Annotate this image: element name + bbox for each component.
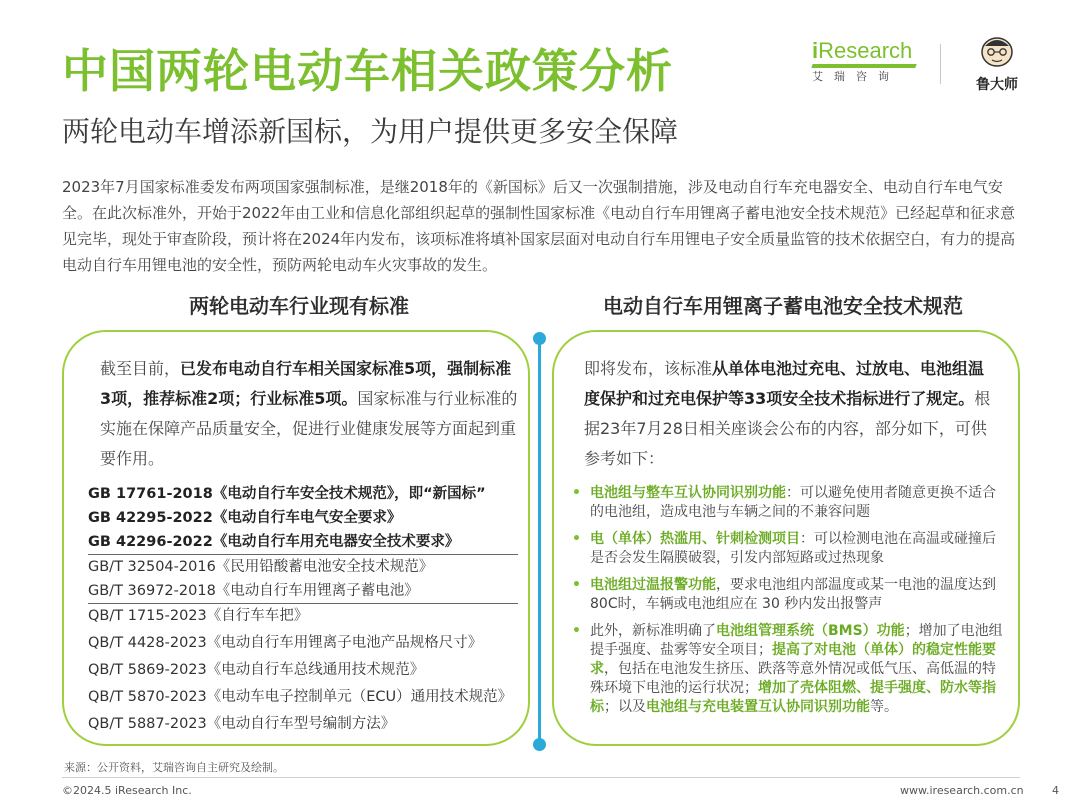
logo-divider [940, 44, 941, 84]
iresearch-logo-i: i [812, 38, 819, 63]
page-subtitle: 两轮电动车增添新国标，为用户提供更多安全保障 [62, 115, 679, 148]
list-item: • 电池组与整车互认协同识别功能：可以避免使用者随意更换不适合的电池组，造成电池与车辆之间的不兼容问题 [572, 485, 996, 520]
timeline-line [538, 340, 541, 744]
right-column-heading: 电动自行车用锂离子蓄电池安全技术规范 [603, 294, 963, 318]
source-note: 来源：公开资料，艾瑞咨询自主研究及绘制。 [64, 761, 284, 774]
list-item: • 电（单体）热滥用、针刺检测项目：可以检测电池在高温或碰撞后是否会发生隔膜破裂，引发内部短路或过热现象 [572, 531, 996, 566]
intro-paragraph: 2023年7月国家标准委发布两项国家强制标准，是继2018年的《新国标》后又一次强制措施，涉及电动自行车充电器安全、电动自行车电气安全。在此次标准外，开始于2022年由工业和信息化部组织起草的强制性国家标准《电动自行车用锂离子蓄电池安全技术规范》已经起草和征求意见完毕，现处于审查阶段，预计将在2024年内发布，该项标准将填补国家层面对电动自行车用锂电子安全质量监管的技术依据空白，有力的提高电动自行车用锂电池的安全性，预防两轮电动车火灾事故的发生。 [62, 178, 1016, 274]
footer-divider [62, 777, 1020, 778]
bullet-icon: • [572, 485, 581, 501]
standard-item: QB/T 5870-2023《电动车电子控制单元（ECU）通用技术规范》 [88, 689, 513, 705]
ludashi-logo-name: 鲁大师 [976, 77, 1018, 93]
page-number: 4 [1052, 784, 1059, 797]
ludashi-mascot-icon [977, 34, 1017, 68]
spec-bullets [566, 484, 1006, 725]
standard-item: GB 42295-2022《电动自行车电气安全要求》 [88, 510, 402, 526]
bullet-icon: • [572, 531, 581, 547]
list-item: • 电池组过温报警功能，要求电池组内部温度或某一电池的温度达到 80C时，车辆或电池组应在 30 秒内发出报警声 [572, 577, 996, 612]
standard-item: GB/T 36972-2018《电动自行车用锂离子蓄电池》 [88, 583, 419, 599]
standard-item: GB/T 32504-2016《民用铅酸蓄电池安全技术规范》 [88, 559, 434, 575]
existing-standards-card [62, 330, 530, 746]
battery-spec-card [552, 330, 1020, 746]
standard-item: GB 42296-2022《电动自行车用充电器安全技术要求》 [88, 534, 460, 550]
standard-item: QB/T 4428-2023《电动自行车用锂离子电池产品规格尺寸》 [88, 635, 483, 651]
timeline-dot-top [533, 332, 546, 345]
standard-item: QB/T 5887-2023《电动自行车型号编制方法》 [88, 716, 396, 732]
iresearch-logo-word: Research [818, 38, 913, 63]
website-link[interactable]: www.iresearch.com.cn [900, 784, 1024, 797]
bullet-icon: • [572, 577, 581, 593]
bullet-icon: • [572, 623, 581, 639]
left-column-heading: 两轮电动车行业现有标准 [189, 294, 409, 318]
standard-item: QB/T 5869-2023《电动自行车总线通用技术规范》 [88, 662, 425, 678]
right-card-paragraph: 即将发布，该标准从单体电池过充电、过放电、电池组温度保护和过充电保护等33项安全技术指标进行了规定。根据23年7月28日相关座谈会公布的内容，部分如下，可供参考如下： [584, 359, 991, 468]
standard-item: GB 17761-2018《电动自行车安全技术规范》，即“新国标” [88, 486, 486, 502]
list-item: • 此外，新标准明确了电池组管理系统（BMS）功能；增加了电池组提手强度、盐雾等安全项目；提高了对电池（单体）的稳定性能要求，包括在电池发生挤压、跌落等意外情况或低气压、高低温的特殊环境下电池的运行状况；增加了壳体阻燃、提手强度、防水等指标；以及电池组与充电装置互认协同识别功能等。 [572, 623, 1003, 715]
left-card-paragraph: 截至目前，已发布电动自行车相关国家标准5项，强制标准3项，推荐标准2项；行业标准5项。国家标准与行业标准的实施在保障产品质量安全，促进行业健康发展等方面起到重要作用。 [100, 359, 518, 468]
page-title: 中国两轮电动车相关政策分析 [62, 44, 673, 98]
timeline-dot-bottom [533, 738, 546, 751]
iresearch-logo [812, 38, 924, 94]
iresearch-logo-cn: 艾瑞咨询 [812, 70, 900, 83]
iresearch-logo-bar [811, 64, 916, 68]
standard-item: QB/T 1715-2023《自行车车把》 [88, 608, 309, 624]
copyright: ©2024.5 iResearch Inc. [62, 784, 192, 797]
ludashi-logo [962, 34, 1032, 96]
standards-list [88, 482, 524, 736]
